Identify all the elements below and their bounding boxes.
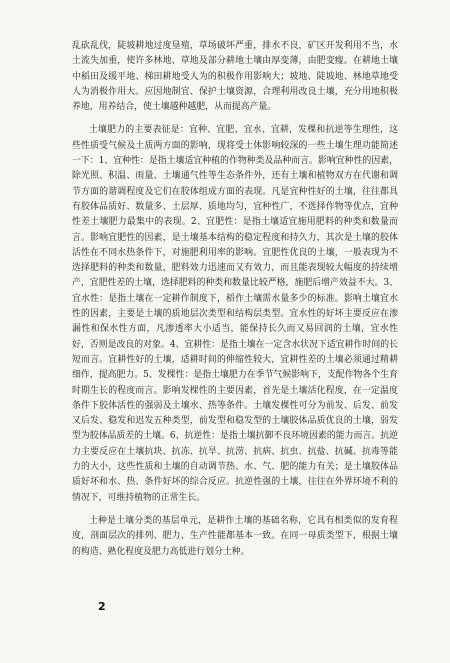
page-number: 2 xyxy=(98,600,106,613)
paragraph-soil-conservation: 乱砍乱伐，陡坡耕地过度垦殖，草场破坏严重，排水不良，矿区开发利用不当，水土流失加重，使许多林地、草地及部分耕地土壤由厚变薄，由肥变瘦。在耕地土壤中稻田及缓平地、梯田耕地受人为的积极作用影响大；坡地、陡坡地、林地草地受人为消极作用大。应因地制宜、保护土壤资源，合理利用改良土壤，充分用地积极养地，用养结合，使土壤越种越肥，从而提高产量。 xyxy=(72,41,398,113)
paragraph-soil-species: 土种是土壤分类的基层单元，是耕作土壤的基础名称，它具有相类似的发育程度，剖面层次的排列、肥力、生产性能都基本一致。在同一母质类型下，根据土壤的构造、熟化程度及肥力高低进行划分土种。 xyxy=(72,515,398,557)
paragraph-soil-fertility-traits: 土壤肥力的主要表征是：宜种、宜肥、宜水、宜耕，发棵和抗逆等生理性，这些性质受气候及土质两方面的影响，现将受土体影响较深的一些土壤生理功能简述一下：1、宜种性：是指土壤适宜种植的作物种类及品种而言。影响宜种性的因素，除光照、积温、雨量、土壤通气性等生态条件外，还有土壤和植物双方在代谢和调节方面的谐调程度及它们在胶体组成方面的表现。凡是宜种性好的土壤，往往都具有胶体品质好、数量多、土层厚、质地均匀，宜种性广，不选择作物等优点，宜种性差土壤肥力最集中的表现。2、宜肥性：是指土壤适宜施用肥料的种类和数量而言。影响宜肥性的因素，是土壤基本结构的稳定程度和持久力，其次是土壤的胶体活性在不同水热条件下，对施肥利用率的影响。宜肥性优良的土壤，一般表现为不选择肥料的种类和数量，肥料效力迅速而又有效力，而且能表现较大幅度的持续增产，宜肥性差的土壤，选择肥料的种类和数量比较严格，施肥后增产效益不大。3、宜水性：是指土壤在一定耕作制度下，稻作土壤需水量多少的标准。影响土壤宜水性的因素，主要是土壤的质地层次类型和结构层类型。宜水性的好坏主要反应在渗漏性和保水性方面，凡渗透率大小适当，能保持长久而又易回润的土壤，宜水性好，否则是改良的对象。4、宜耕性：是指土壤在一定含水状况下适宜耕作时间的长短而言。宜耕性好的土壤，适耕时间的伸缩性较大，宜耕性差的土壤必须通过精耕细作，提高肥力。5、发棵性：是指土壤肥力在季节气候影响下，支配作物各个生育时期生长的程度而言。影响发棵性的主要因素，首先是土壤活化程度，在一定温度条件下胶体活性的强弱及土壤水、热等条件。土壤发棵性可分为前发、后发、前发又后发、稳发和迟发五种类型，前发型和稳发型的土壤胶体品质优良的土壤，弱发型为胶体品质差的土壤。6、抗逆性：是指土壤抗御不良环境因素的能力而言。抗逆力主要反应在土壤抗块、抗冻、抗旱、抗涝、抗病、抗虫、抗盐、抗碱、抗毒等能力的大小，这些性质和土壤的自动调节热、水、气、肥的能力有关；是土壤胶体品质好坏和水、热、条件好坏的综合反应。抗逆性强的土壤，往往在外界环境不利的情况下，可维持植物的正常生长。 xyxy=(72,125,398,503)
